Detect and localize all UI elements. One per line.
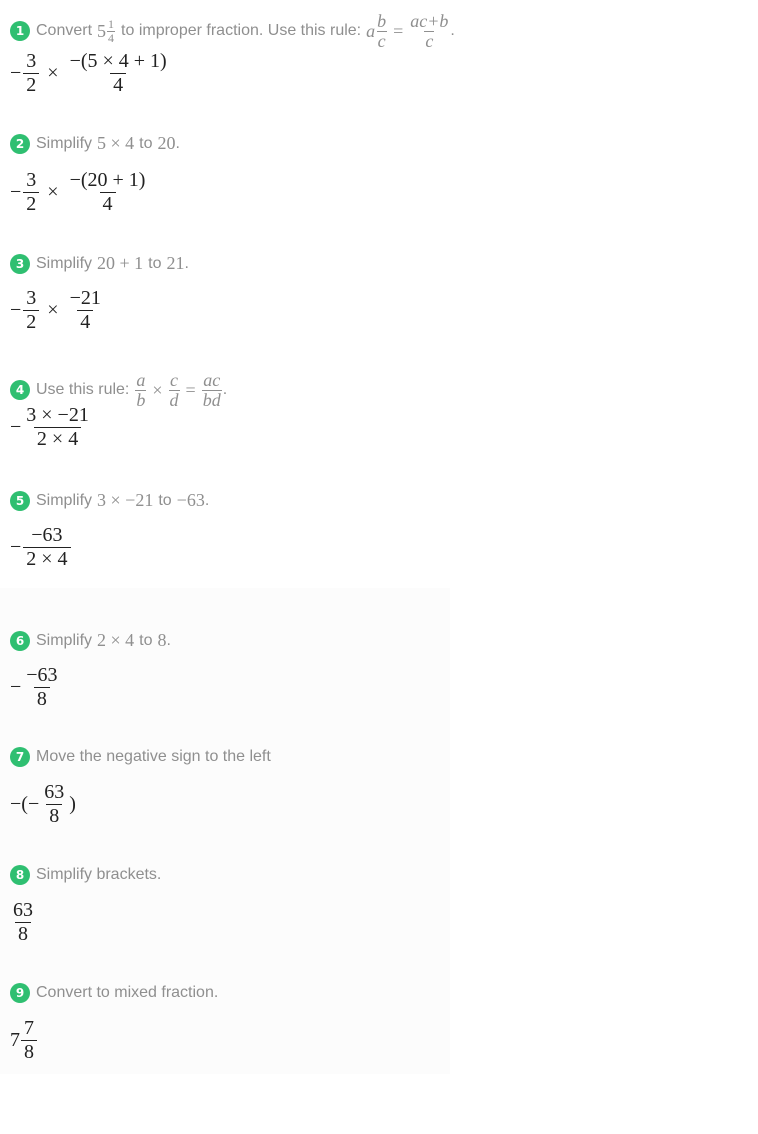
- step-text: Simplify: [36, 631, 93, 649]
- step-number-badge: 4: [10, 380, 30, 400]
- fraction: [41, 781, 67, 828]
- fraction-numerator: −(5 × 4 + 1): [69, 50, 167, 72]
- period: .: [450, 22, 455, 40]
- step-2-expression: [10, 169, 150, 216]
- step-math: 20: [157, 133, 176, 153]
- step-1-header: [10, 12, 455, 51]
- close-bracket: ): [69, 793, 76, 815]
- fraction-denominator: c: [425, 30, 434, 51]
- fraction-denominator: 8: [15, 922, 31, 946]
- rule-fraction: [169, 371, 180, 410]
- fraction-numerator: 1: [108, 17, 115, 32]
- fraction-denominator: 4: [77, 310, 93, 334]
- step-number-badge: 5: [10, 491, 30, 511]
- times-operator: ×: [152, 379, 163, 400]
- rule-variable: a: [366, 20, 376, 41]
- fraction-numerator: −21: [69, 287, 101, 309]
- step-text: Convert to mixed fraction.: [36, 984, 219, 1001]
- step-number-badge: 8: [10, 865, 30, 885]
- period: .: [184, 254, 189, 272]
- fraction-denominator: d: [169, 389, 179, 410]
- fraction: [23, 404, 92, 451]
- period: .: [166, 631, 171, 649]
- times-operator: ×: [47, 299, 59, 321]
- step-4-expression: [10, 404, 94, 451]
- fraction: [21, 1017, 37, 1064]
- fraction-denominator: 8: [46, 804, 62, 828]
- step-9-header: [10, 983, 218, 1003]
- fraction: [67, 169, 149, 216]
- step-math: −63: [176, 490, 205, 510]
- rule-fraction: [409, 12, 449, 51]
- fraction: [67, 287, 104, 334]
- minus-sign: −: [10, 299, 22, 321]
- step-9-expression: [10, 1017, 39, 1064]
- fraction-numerator: 3: [26, 287, 37, 309]
- fraction-denominator: b: [136, 389, 146, 410]
- step-text: Use this rule:: [36, 381, 130, 399]
- rule-fraction: [376, 12, 387, 51]
- step-5-expression: [10, 524, 73, 571]
- minus-sign: −: [10, 181, 22, 203]
- step-text: to improper fraction. Use this rule:: [121, 22, 362, 40]
- fraction-denominator: 2: [23, 192, 39, 216]
- fraction-numerator: 63: [44, 781, 65, 803]
- step-math: 3 × −21: [97, 490, 154, 510]
- step-math: 20 + 1: [97, 253, 144, 273]
- fraction: [23, 50, 39, 97]
- rule-fraction: [135, 371, 146, 410]
- mixed-whole: 7: [10, 1029, 20, 1051]
- times-operator: ×: [47, 181, 59, 203]
- mixed-whole: 5: [97, 20, 107, 41]
- step-math: 5 × 4: [97, 133, 135, 153]
- fraction-numerator: b: [377, 11, 387, 31]
- fraction-denominator: 2 × 4: [34, 427, 81, 451]
- fraction: [23, 287, 39, 334]
- step-text: Simplify brackets.: [36, 866, 162, 883]
- step-6-header: [10, 630, 171, 651]
- fraction-denominator: 2 × 4: [23, 547, 70, 571]
- minus-sign: −: [10, 676, 22, 698]
- fraction-numerator: 7: [24, 1017, 34, 1039]
- fraction-numerator: 3: [26, 169, 37, 191]
- rule-equals: =: [185, 379, 196, 400]
- step-text: Convert: [36, 22, 93, 40]
- step-6-expression: [10, 664, 63, 711]
- step-math: [92, 18, 121, 44]
- step-5-header: [10, 490, 209, 511]
- step-text: Move the negative sign to the left: [36, 748, 271, 765]
- minus-sign: −: [10, 416, 22, 438]
- minus-sign: −: [10, 62, 22, 84]
- fraction-denominator: 4: [110, 73, 126, 97]
- step-3-expression: [10, 287, 106, 334]
- fraction-numerator: c: [170, 370, 179, 390]
- fraction-numerator: 3: [26, 50, 37, 72]
- fraction-denominator: 2: [23, 73, 39, 97]
- step-3-header: [10, 253, 189, 274]
- fraction-numerator: −63: [26, 664, 58, 686]
- fraction-numerator: −(20 + 1): [69, 169, 146, 191]
- step-text: to: [139, 631, 153, 649]
- period: .: [175, 134, 180, 152]
- step-7-expression: [10, 781, 76, 828]
- step-8-expression: [10, 899, 38, 946]
- fraction-numerator: −63: [31, 524, 63, 546]
- fraction: [10, 899, 36, 946]
- fraction-numerator: ac+b: [410, 11, 449, 31]
- step-text: to: [158, 491, 172, 509]
- step-math: 2 × 4: [97, 630, 135, 650]
- fraction-denominator: bd: [202, 389, 221, 410]
- fraction-denominator: c: [377, 30, 386, 51]
- step-text: Simplify: [36, 254, 93, 272]
- step-text: to: [139, 134, 153, 152]
- fraction-numerator: a: [136, 370, 146, 390]
- times-operator: ×: [47, 62, 59, 84]
- step-number-badge: 7: [10, 747, 30, 767]
- fraction-denominator: 8: [34, 687, 50, 711]
- fraction: [23, 524, 70, 571]
- step-math: 21: [166, 253, 185, 273]
- fraction-denominator: 4: [108, 30, 115, 45]
- fraction-numerator: 63: [13, 899, 33, 921]
- step-7-header: [10, 747, 271, 767]
- step-number-badge: 6: [10, 631, 30, 651]
- step-1-expression: [10, 50, 172, 97]
- step-text: Simplify: [36, 134, 93, 152]
- fraction: [23, 664, 60, 711]
- step-number-badge: 9: [10, 983, 30, 1003]
- fraction-denominator: 2: [23, 310, 39, 334]
- step-number-badge: 1: [10, 21, 30, 41]
- fraction-denominator: 8: [21, 1040, 37, 1064]
- rule-fraction: [202, 371, 222, 410]
- fraction-numerator: 3 × −21: [26, 404, 89, 426]
- step-text: Simplify: [36, 491, 93, 509]
- step-2-header: [10, 133, 180, 154]
- fraction: [67, 50, 170, 97]
- open-bracket: −(−: [10, 793, 40, 815]
- step-text: to: [148, 254, 162, 272]
- fraction-denominator: 4: [100, 192, 116, 216]
- step-8-header: [10, 865, 161, 885]
- fraction-numerator: ac: [203, 370, 221, 390]
- period: .: [222, 381, 228, 399]
- mixed-fraction: [107, 18, 115, 44]
- rule-equals: =: [393, 20, 404, 41]
- step-math: 8: [157, 630, 167, 650]
- minus-sign: −: [10, 536, 22, 558]
- fraction: [23, 169, 39, 216]
- step-number-badge: 2: [10, 134, 30, 154]
- step-number-badge: 3: [10, 254, 30, 274]
- period: .: [204, 491, 210, 509]
